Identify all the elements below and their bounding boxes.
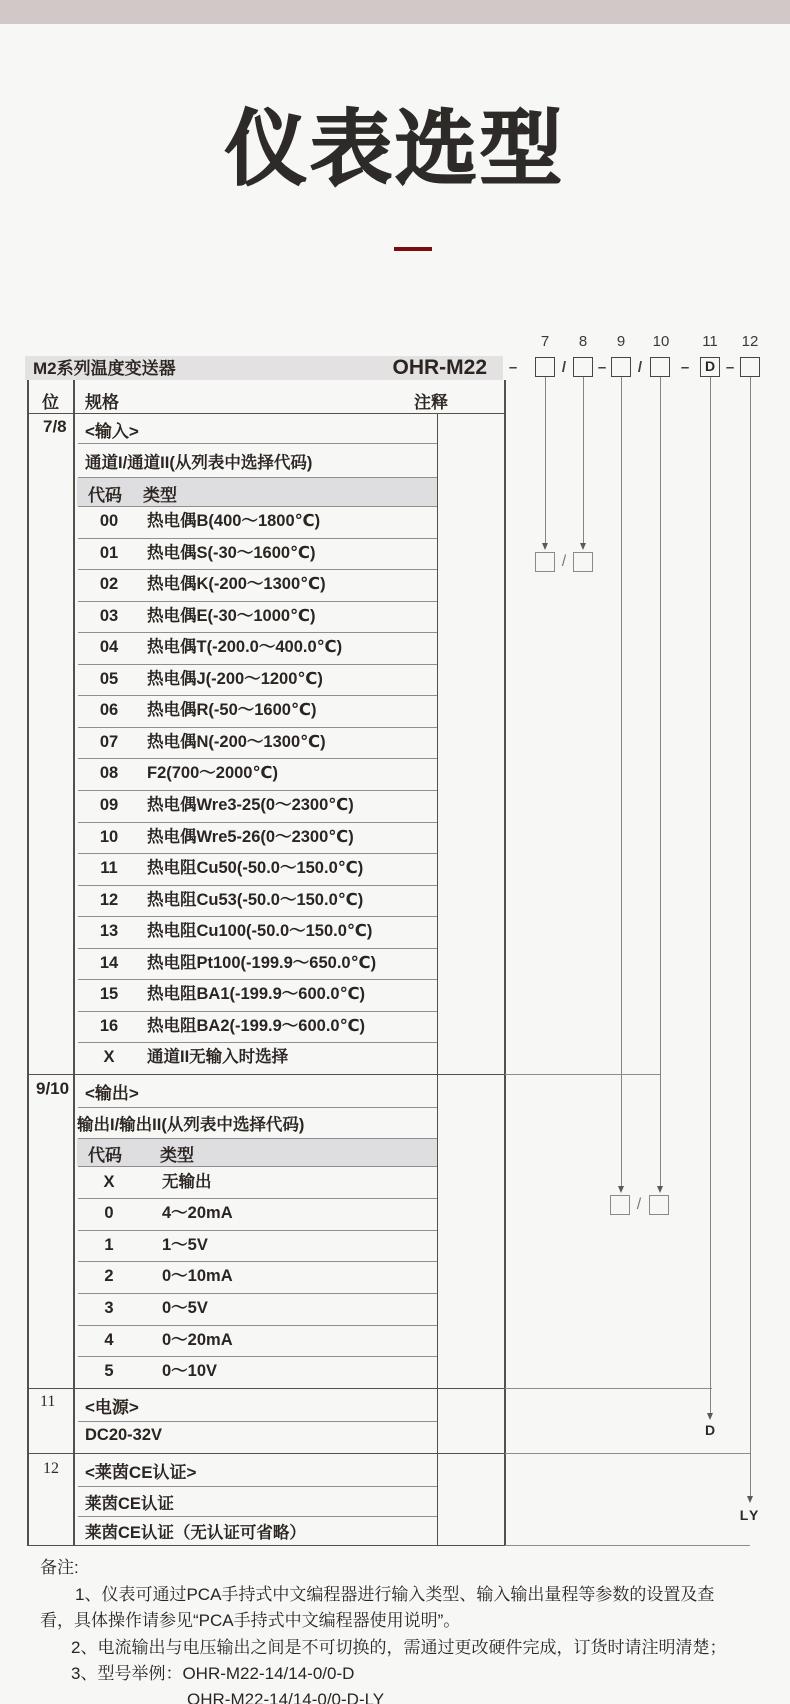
code-cell: 14	[99, 953, 119, 972]
code-box-12	[740, 357, 760, 377]
code-cell: 4	[104, 1330, 114, 1349]
note-line-4: 3、型号举例：OHR-M22-14/14-0/0-D	[71, 1664, 355, 1683]
code-box-7	[535, 357, 555, 377]
note-line-1: 1、仪表可通过PCA手持式中文编程器进行输入类型、输入输出量程等参数的设置及查	[75, 1585, 715, 1604]
type-cell: 热电阻Cu53(-50.0～150.0℃)	[147, 890, 364, 909]
input-pair-slash: /	[561, 553, 567, 570]
type-cell: 热电偶S(-30～1600℃)	[147, 543, 316, 562]
type-cell: 热电偶R(-50～1600℃)	[147, 701, 317, 720]
type-cell: 热电偶Wre3-25(0～2300℃)	[147, 796, 354, 814]
extension-line-ce	[505, 1453, 750, 1454]
type-cell: 热电阻BA1(-199.9～600.0℃)	[147, 985, 366, 1004]
input-heading: <输入>	[85, 422, 139, 441]
position-9-10: 9/10	[36, 1079, 70, 1098]
type-cell: 0～5V	[162, 1299, 208, 1318]
code-cell: 15	[99, 985, 119, 1004]
table-border-bottom	[27, 1545, 505, 1546]
table-border-right	[504, 380, 506, 1545]
row-line	[78, 1486, 437, 1487]
code-cell: 10	[99, 827, 119, 846]
drop-line-7	[545, 377, 546, 543]
type-cell: 热电偶E(-30～1000℃)	[147, 606, 316, 625]
code-row	[78, 1293, 437, 1325]
code-cell: 07	[99, 732, 119, 751]
input-type-header: 类型	[143, 486, 177, 505]
code-row	[78, 758, 437, 790]
type-cell: 热电偶T(-200.0～400.0℃)	[147, 638, 343, 657]
code-cell: 0	[104, 1204, 114, 1223]
type-cell: 热电偶J(-200～1200℃)	[147, 669, 323, 688]
page-title: 仪表选型	[224, 104, 565, 195]
type-cell: 0～10V	[162, 1362, 218, 1381]
ce-code-label: LY	[739, 1507, 761, 1523]
column-line-note	[437, 413, 438, 1545]
code-row	[78, 1230, 437, 1262]
table-border-left	[27, 380, 29, 1545]
top-bar	[0, 0, 790, 24]
code-row	[78, 790, 437, 822]
type-cell: 4～20mA	[162, 1204, 233, 1223]
digit-label-9: 9	[616, 333, 626, 350]
code-cell: 01	[99, 543, 119, 562]
code-cell: 04	[99, 638, 119, 657]
code-box-9	[611, 357, 631, 377]
code-box-10	[650, 357, 670, 377]
code-cell: 11	[100, 859, 118, 878]
code-cell: 05	[99, 669, 119, 688]
type-cell: F2(700～2000℃)	[147, 764, 278, 783]
code-row	[78, 822, 437, 854]
ce-heading: <莱茵CE认证>	[85, 1463, 197, 1482]
code-cell: 16	[99, 1016, 119, 1035]
dash-1: –	[508, 359, 518, 376]
section-line-output	[27, 1074, 505, 1075]
code-row	[78, 664, 437, 696]
output-type-header: 类型	[160, 1146, 194, 1165]
header-position: 位	[42, 393, 59, 412]
extension-line-output	[505, 1074, 660, 1075]
output-subheading: 输出I/输出II(从列表中选择代码)	[77, 1116, 305, 1134]
type-cell: 0～20mA	[162, 1330, 233, 1349]
code-cell: 2	[104, 1267, 114, 1286]
type-cell: 0～10mA	[162, 1267, 233, 1286]
type-cell: 热电阻Pt100(-199.9～650.0℃)	[147, 953, 377, 972]
digit-label-12: 12	[741, 333, 759, 350]
code-cell: 06	[99, 701, 119, 720]
code-cell: X	[103, 1172, 115, 1191]
note-line-5: OHR-M22-14/14-0/0-D-LY	[187, 1690, 385, 1704]
slash-9-10: /	[637, 359, 643, 376]
code-row	[78, 1042, 437, 1074]
code-row	[78, 1167, 437, 1199]
input-channel-box-1	[535, 552, 555, 572]
note-line-3: 2、电流输出与电压输出之间是不可切换的，需通过更改硬件完成，订货时请注明清楚；	[71, 1638, 727, 1657]
type-cell: 1～5V	[162, 1235, 208, 1254]
type-cell: 热电偶K(-200～1300℃)	[147, 575, 326, 594]
code-cell: 03	[99, 606, 119, 625]
extension-line-power	[505, 1388, 712, 1389]
type-cell: 无输出	[162, 1172, 212, 1191]
arrow-down-icon	[707, 1413, 713, 1420]
output-code-header: 代码	[88, 1146, 122, 1165]
code-cell: 00	[99, 512, 119, 530]
code-cell: 1	[104, 1235, 114, 1254]
dash-2: –	[597, 359, 607, 376]
header-note: 注释	[414, 393, 448, 412]
code-cell: 08	[99, 764, 119, 783]
type-cell: 热电偶Wre5-26(0～2300℃)	[147, 827, 354, 846]
code-box-11-d: D	[700, 357, 720, 377]
code-row	[78, 506, 437, 538]
title-divider	[394, 247, 432, 251]
code-row	[78, 979, 437, 1011]
output-heading: <输出>	[85, 1084, 139, 1103]
drop-line-12	[750, 377, 751, 1496]
code-cell: 02	[99, 575, 119, 594]
arrow-down-icon	[657, 1186, 663, 1193]
code-row	[78, 601, 437, 633]
position-11: 11	[40, 1393, 56, 1410]
code-row	[78, 632, 437, 664]
slash-7-8: /	[561, 359, 567, 376]
digit-label-10: 10	[652, 333, 670, 350]
arrow-down-icon	[618, 1186, 624, 1193]
code-header-bar-output	[77, 1139, 437, 1166]
arrow-down-icon	[580, 543, 586, 550]
section-line-ce	[27, 1453, 505, 1454]
type-cell: 热电偶B(400～1800℃)	[147, 512, 321, 530]
power-heading: <电源>	[85, 1398, 139, 1417]
output-channel-box-1	[610, 1195, 630, 1215]
row-line	[78, 443, 437, 444]
code-cell: 12	[99, 890, 119, 909]
model-header-bar	[25, 356, 503, 380]
power-value: DC20-32V	[85, 1426, 163, 1444]
dash-4: –	[725, 359, 735, 376]
ce-row-1: 莱茵CE认证	[85, 1495, 174, 1513]
code-row	[78, 1325, 437, 1357]
code-row	[78, 569, 437, 601]
input-channel-box-2	[573, 552, 593, 572]
type-cell: 热电阻Cu100(-50.0～150.0℃)	[147, 922, 373, 941]
notes-label: 备注:	[40, 1558, 79, 1577]
code-row	[78, 885, 437, 917]
position-12: 12	[43, 1460, 59, 1477]
code-row	[78, 695, 437, 727]
dash-3: –	[680, 359, 690, 376]
note-line-2: 看，具体操作请参见“PCA手持式中文编程器使用说明”。	[40, 1611, 461, 1630]
code-cell: 5	[104, 1362, 114, 1381]
code-box-8	[573, 357, 593, 377]
code-cell: X	[103, 1048, 115, 1067]
position-7-8: 7/8	[43, 417, 67, 436]
header-spec: 规格	[85, 393, 119, 412]
power-code-label: D	[704, 1422, 716, 1438]
code-row	[78, 538, 437, 570]
code-row	[78, 916, 437, 948]
digit-label-7: 7	[540, 333, 550, 350]
code-row	[78, 1011, 437, 1043]
input-subheading: 通道I/通道II(从列表中选择代码)	[85, 454, 313, 472]
code-row	[78, 1261, 437, 1293]
extension-line-bottom	[505, 1545, 750, 1546]
code-cell: 09	[99, 796, 119, 814]
type-cell: 热电阻Cu50(-50.0～150.0℃)	[147, 859, 364, 878]
digit-label-8: 8	[578, 333, 588, 350]
output-channel-box-2	[649, 1195, 669, 1215]
input-code-header: 代码	[88, 486, 122, 505]
arrow-down-icon	[747, 1496, 753, 1503]
type-cell: 热电偶N(-200～1300℃)	[147, 732, 326, 751]
code-cell: 3	[104, 1299, 114, 1318]
code-row	[78, 1356, 437, 1388]
drop-line-11	[710, 377, 711, 1413]
output-pair-slash: /	[636, 1196, 642, 1213]
drop-line-10	[660, 377, 661, 1186]
code-row	[78, 948, 437, 980]
series-label: M2系列温度变送器	[33, 359, 176, 378]
code-row	[78, 727, 437, 759]
arrow-down-icon	[542, 543, 548, 550]
code-row	[78, 1198, 437, 1230]
code-row	[78, 853, 437, 885]
drop-line-9	[621, 377, 622, 1186]
type-cell: 热电阻BA2(-199.9～600.0℃)	[147, 1016, 366, 1035]
row-line	[78, 1107, 437, 1108]
code-cell: 13	[99, 922, 119, 941]
drop-line-8	[583, 377, 584, 543]
column-line-position	[73, 380, 75, 1545]
model-code: OHR-M22	[392, 356, 487, 379]
code-header-bar-input	[77, 478, 437, 506]
row-line	[78, 1516, 437, 1517]
ce-row-2: 莱茵CE认证（无认证可省略）	[85, 1524, 306, 1542]
header-row-line	[27, 413, 505, 414]
section-line-power	[27, 1388, 505, 1389]
digit-label-11: 11	[702, 333, 718, 350]
type-cell: 通道II无输入时选择	[147, 1048, 289, 1067]
row-line	[78, 1421, 437, 1422]
